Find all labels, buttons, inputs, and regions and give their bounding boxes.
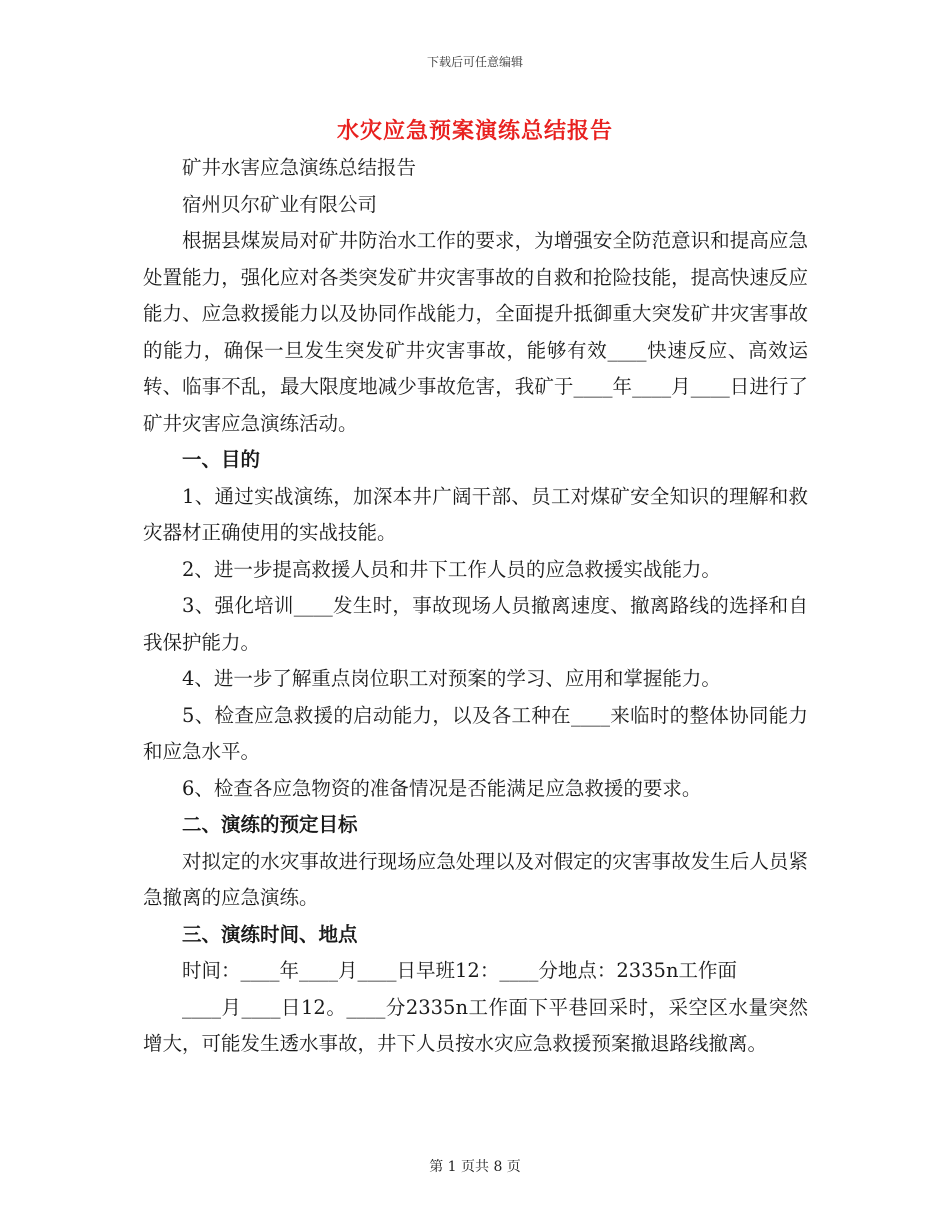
- paragraph: 宿州贝尔矿业有限公司: [182, 192, 378, 216]
- paragraph: 对拟定的水灾事故进行现场应急处理以及对假定的灾害事故发生后人员紧急撤离的应急演练。: [143, 849, 808, 909]
- paragraph: 2、进一步提高救援人员和井下工作人员的应急救援实战能力。: [182, 557, 721, 581]
- paragraph: 矿井水害应急演练总结报告: [182, 156, 417, 179]
- paragraph: 3、强化培训____发生时，事故现场人员撤离速度、撤离路线的选择和自我保护能力。: [143, 594, 808, 654]
- paragraph: 时间：____年____月____日早班12：____分地点：2335n工作面: [182, 959, 737, 982]
- document-body: [143, 150, 808, 1063]
- paragraph: 1、通过实战演练，加深本井广阔干部、员工对煤矿安全知识的理解和救灾器材正确使用的实战技能。: [143, 484, 808, 544]
- paragraph: ____月____日12。____分2335n工作面下平巷回采时，采空区水量突然增大，可能发生透水事故，井下人员按水灾应急救援预案撤退路线撤离。: [143, 995, 808, 1055]
- section-heading: 二、演练的预定目标: [182, 813, 358, 836]
- document-title: 水灾应急预案演练总结报告: [336, 118, 613, 144]
- paragraph: 根据县煤炭局对矿井防治水工作的要求，为增强安全防范意识和提高应急处置能力，强化应对各类突发矿井灾害事故的自救和抢险技能，提高快速反应能力、应急救援能力以及协同作战能力，全面提升抵御重大突发矿井灾害事故的能力，确保一旦发生突发矿井灾害事故，能够有效____快速反应、高效运转、临事不乱，最大限度地减少事故危害，我矿于____年____月____日进行了矿井灾害应急演练活动。: [143, 229, 808, 435]
- page-number: 第 1 页共 8 页: [429, 1159, 521, 1175]
- header-note: 下载后可任意编辑: [426, 55, 523, 69]
- section-heading: 三、演练时间、地点: [182, 922, 358, 946]
- paragraph: 6、检查各应急物资的准备情况是否能满足应急救援的要求。: [182, 776, 702, 800]
- paragraph: 5、检查应急救援的启动能力，以及各工种在____来临时的整体协同能力和应急水平。: [143, 703, 808, 763]
- paragraph: 4、进一步了解重点岗位职工对预案的学习、应用和掌握能力。: [182, 667, 721, 690]
- section-heading: 一、目的: [182, 448, 261, 471]
